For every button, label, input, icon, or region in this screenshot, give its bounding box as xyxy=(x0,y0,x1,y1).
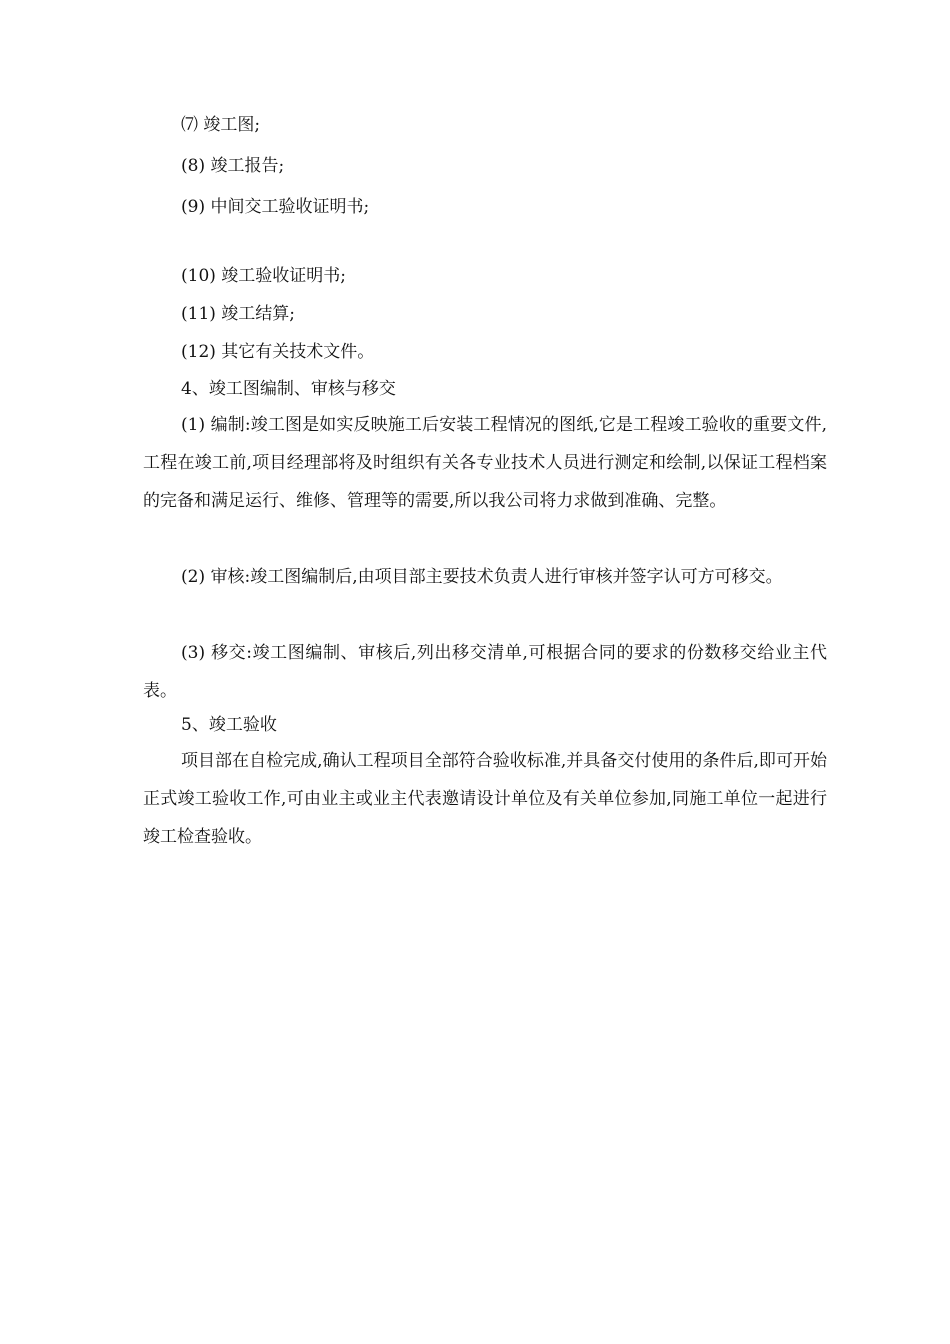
list-item-8: (8) 竣工报告; xyxy=(181,156,285,176)
section5-heading: 5、竣工验收 xyxy=(181,715,277,735)
section5-body: 项目部在自检完成,确认工程项目全部符合验收标准,并具备交付使用的条件后,即可开始正式竣工验收工作,可由业主或业主代表邀请设计单位及有关单位参加,同施工单位一起进行竣工检查验收。 xyxy=(143,751,827,847)
list-item-10: (10) 竣工验收证明书; xyxy=(181,266,347,286)
section4-heading: 4、竣工图编制、审核与移交 xyxy=(181,379,396,399)
list-item-7: ⑺ 竣工图; xyxy=(181,115,261,135)
section4-item-3: (3) 移交:竣工图编制、审核后,列出移交清单,可根据合同的要求的份数移交给业主代表。 xyxy=(143,643,827,701)
list-item-11: (11) 竣工结算; xyxy=(181,304,296,324)
list-item-12: (12) 其它有关技术文件。 xyxy=(181,342,375,362)
list-item-9: (9) 中间交工验收证明书; xyxy=(181,197,370,217)
section4-item-1: (1) 编制:竣工图是如实反映施工后安装工程情况的图纸,它是工程竣工验收的重要文件,工程在竣工前,项目经理部将及时组织有关各专业技术人员进行测定和绘制,以保证工程档案的完备和满足运行、维修、管理等的需要,所以我公司将力求做到准确、完整。 xyxy=(143,415,827,511)
section4-item-2: (2) 审核:竣工图编制后,由项目部主要技术负责人进行审核并签字认可方可移交。 xyxy=(181,567,783,587)
